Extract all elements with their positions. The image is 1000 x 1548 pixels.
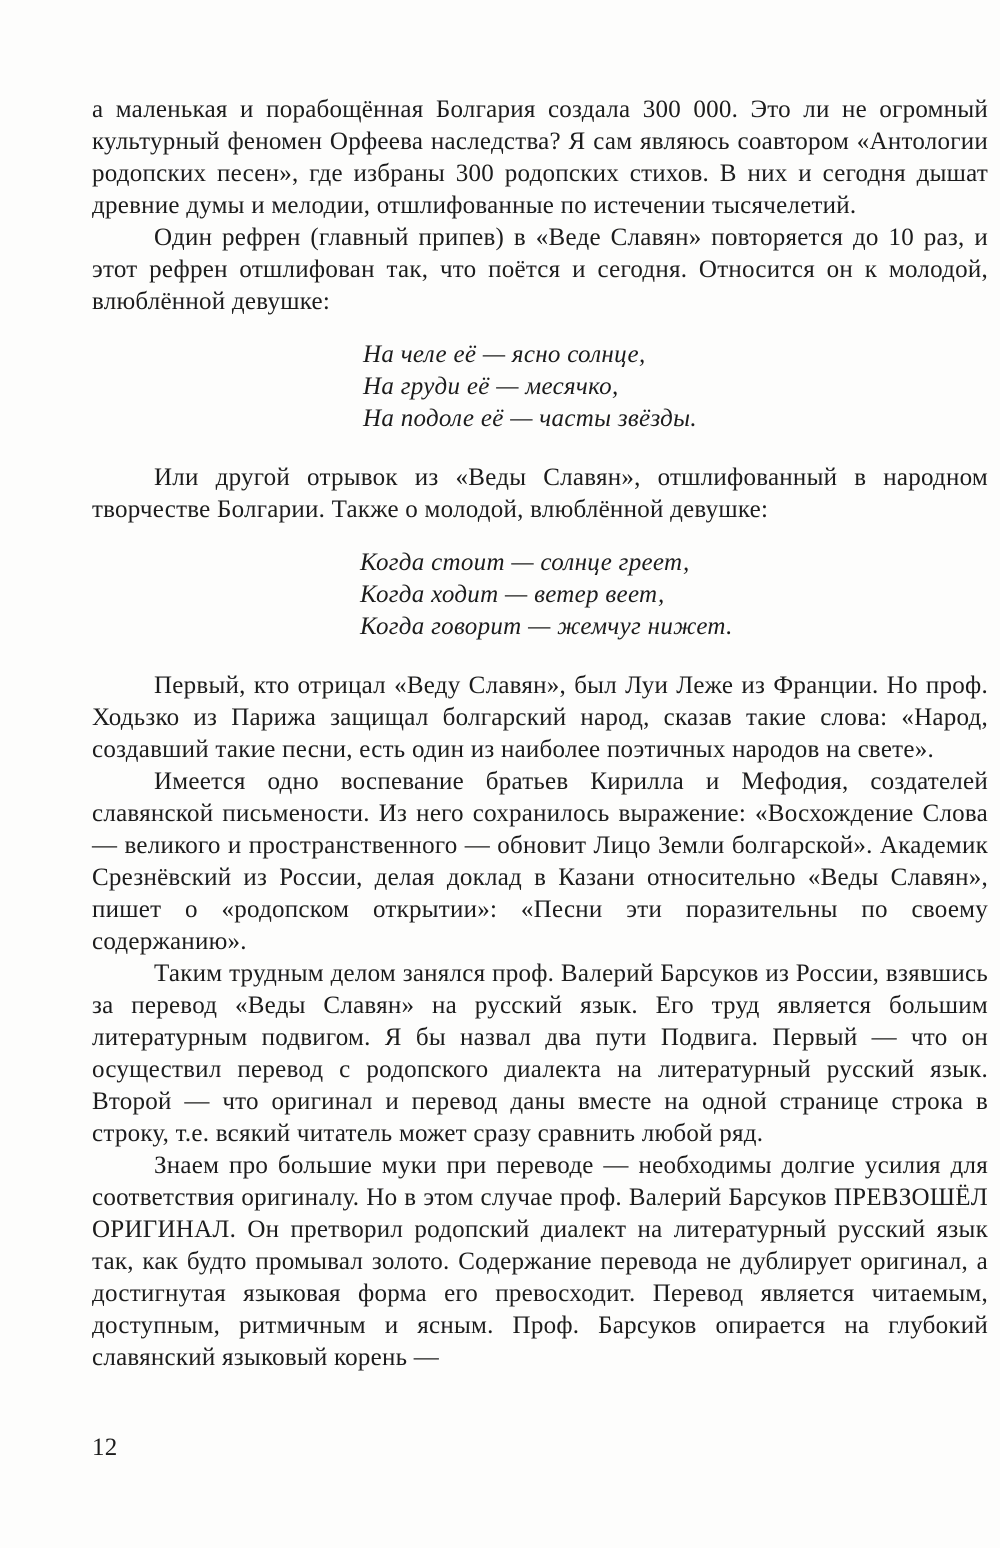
paragraph-refrain-intro: Один рефрен (главный припев) в «Веде Славян» повторяется до 10 раз, и этот рефрен отшлифован так, что поётся и сегодня. Относится он к молодой, влюблённой девушке: bbox=[92, 224, 988, 315]
paragraph-continuation: а маленькая и порабощённая Болгария создала 300 000. Это ли не огромный культурный феномен Орфеева наследства? Я сам являюсь соавтором «Антологии родопских песен», где избраны 300 родопских стихов. В них и сегодня дышат древние думы и мелодии, отшлифованные по истечении тысячелетий. bbox=[92, 96, 988, 219]
verse-line: На челе её — ясно солнце, bbox=[363, 341, 646, 368]
page-number: 12 bbox=[92, 1434, 118, 1461]
paragraph-leger: Первый, кто отрицал «Веду Славян», был Луи Леже из Франции. Но проф. Ходьзко из Парижа защищал болгарский народ, сказав такие слова: «Народ, создавший такие песни, есть один из наиболее поэтичных народов на свете». bbox=[92, 672, 988, 763]
page-text-block bbox=[92, 94, 988, 1374]
paragraph-barsukov: Таким трудным делом занялся проф. Валерий Барсуков из России, взявшись за перевод «Веды Славян» на русский язык. Его труд является большим литературным подвигом. Я бы назвал два пути Подвига. Первый — что он осуществил перевод с родопского диалекта на литературный русский язык. Второй — что оригинал и перевод даны вместе на одной странице строка в строку, т.е. всякий читатель может сразу сравнить любой ряд. bbox=[92, 960, 988, 1147]
verse-line: Когда стоит — солнце греет, bbox=[360, 549, 690, 576]
verse-line: Когда говорит — жемчуг нижет. bbox=[360, 613, 733, 640]
paragraph-cyril-methodius: Имеется одно воспевание братьев Кирилла и Мефодия, создателей славянской письмености. Из него сохранилось выражение: «Восхождение Слова — великого и пространственного — обновит Лицо Земли болгарской». Академик Срезнёвский из России, делая доклад в Казани относительно «Веды Славян», пишет о «родопском открытии»: «Песни эти поразительны по своему содержанию». bbox=[92, 768, 988, 955]
verse-line: Когда ходит — ветер веет, bbox=[360, 581, 665, 608]
verse-quote-1 bbox=[363, 339, 988, 435]
paragraph-translation: Знаем про большие муки при переводе — необходимы долгие усилия для соответствия оригиналу. Но в этом случае проф. Валерий Барсуков ПРЕВЗОШЁЛ ОРИГИНАЛ. Он претворил родопский диалект на литературный русский язык так, как будто промывал золото. Содержание перевода не дублирует оригинал, а достигнутая языковая форма его превосходит. Перевод является читаемым, доступным, ритмичным и ясным. Проф. Барсуков опирается на глубокий славянский языковый корень — bbox=[92, 1152, 988, 1371]
verse-quote-2 bbox=[360, 547, 988, 643]
verse-line: На груди её — месячко, bbox=[363, 373, 619, 400]
paragraph-second-excerpt: Или другой отрывок из «Веды Славян», отшлифованный в народном творчестве Болгарии. Также о молодой, влюблённой девушке: bbox=[92, 464, 988, 523]
verse-line: На подоле её — часты звёзды. bbox=[363, 405, 697, 432]
